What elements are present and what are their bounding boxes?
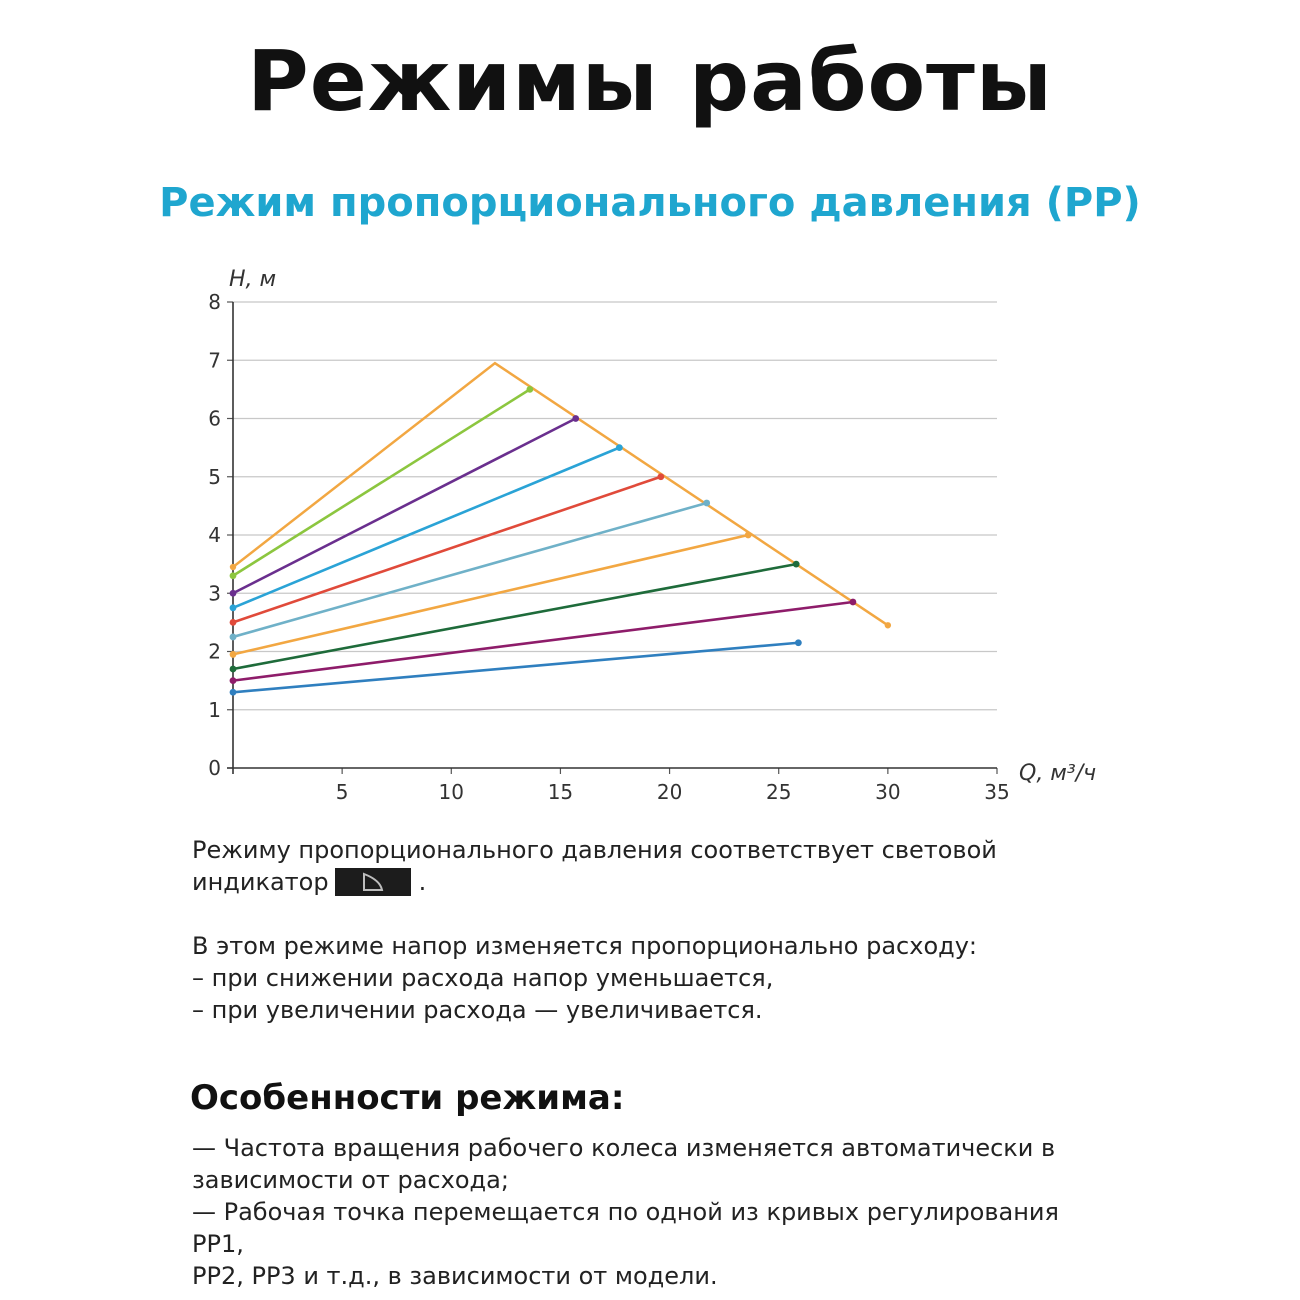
proportional-pressure-icon (361, 872, 385, 892)
indicator-light (335, 868, 411, 896)
series-point (745, 532, 752, 539)
series-point (703, 500, 710, 507)
series-point (230, 619, 237, 626)
series-point (230, 689, 237, 696)
series-point (230, 666, 237, 673)
y-tick-label: 7 (208, 348, 221, 373)
feature-line: — Рабочая точка перемещается по одной из кривых регулирования PP1, (192, 1198, 1059, 1258)
explanation-line: – при снижении расхода напор уменьшается, (192, 964, 774, 992)
explanation-line: – при увеличении расхода — увеличивается. (192, 996, 763, 1024)
feature-line: зависимости от расхода; (192, 1166, 509, 1194)
series-point (572, 415, 579, 422)
pressure-flow-chart (195, 255, 1115, 815)
x-tick-label: 35 (984, 780, 1010, 804)
series-point (795, 639, 802, 646)
y-tick-label: 8 (208, 290, 221, 314)
series-point (230, 590, 237, 597)
series-point (230, 651, 237, 658)
series-point (850, 599, 857, 606)
series-point (230, 572, 237, 579)
boundary-point (885, 622, 891, 628)
series-point (616, 444, 623, 451)
series-point (230, 677, 237, 684)
y-tick-label: 6 (208, 406, 221, 431)
series-line (233, 503, 707, 637)
description-text: . (418, 868, 427, 896)
series-line (233, 643, 798, 693)
boundary-line (233, 363, 888, 625)
feature-line: — Частота вращения рабочего колеса изменяется автоматически в (192, 1134, 1056, 1162)
feature-line: PP2, PP3 и т.д., в зависимости от модели. (192, 1262, 718, 1290)
mode-explanation (192, 930, 1112, 1026)
series-point (230, 634, 237, 641)
page-title: Режимы работы (247, 32, 1053, 130)
x-tick-label: 15 (547, 780, 574, 804)
series-point (657, 473, 664, 480)
y-tick-label: 5 (208, 464, 221, 489)
x-tick-label: 10 (438, 780, 465, 804)
series-point (230, 604, 237, 611)
series-line (233, 602, 853, 681)
series-point (793, 561, 800, 568)
y-tick-label: 3 (208, 581, 221, 606)
y-axis-label: H, м (229, 267, 277, 292)
series-line (233, 448, 619, 608)
x-tick-label: 30 (875, 780, 901, 804)
features-list (192, 1132, 1112, 1292)
series-line (233, 419, 576, 594)
x-tick-label: 25 (765, 780, 792, 804)
description-line (192, 866, 1112, 898)
description-line: Режиму пропорционального давления соответствует световой (192, 836, 997, 864)
series-line (233, 389, 530, 575)
series-line (233, 564, 796, 669)
description-text: индикатор (192, 868, 329, 896)
y-tick-label: 2 (208, 639, 221, 664)
features-heading: Особенности режима: (190, 1078, 625, 1118)
explanation-line: В этом режиме напор изменяется пропорционально расходу: (192, 932, 978, 960)
y-tick-label: 1 (208, 697, 221, 722)
series-point (526, 386, 533, 393)
x-tick-label: 5 (335, 780, 349, 804)
y-tick-label: 0 (208, 756, 221, 780)
y-tick-label: 4 (208, 523, 221, 547)
x-tick-label: 20 (656, 780, 683, 804)
x-axis-label: Q, м³/ч (1019, 761, 1097, 786)
boundary-point (230, 564, 236, 570)
chart-subtitle: Режим пропорционального давления (PP) (159, 180, 1141, 226)
indicator-description (192, 834, 1112, 898)
